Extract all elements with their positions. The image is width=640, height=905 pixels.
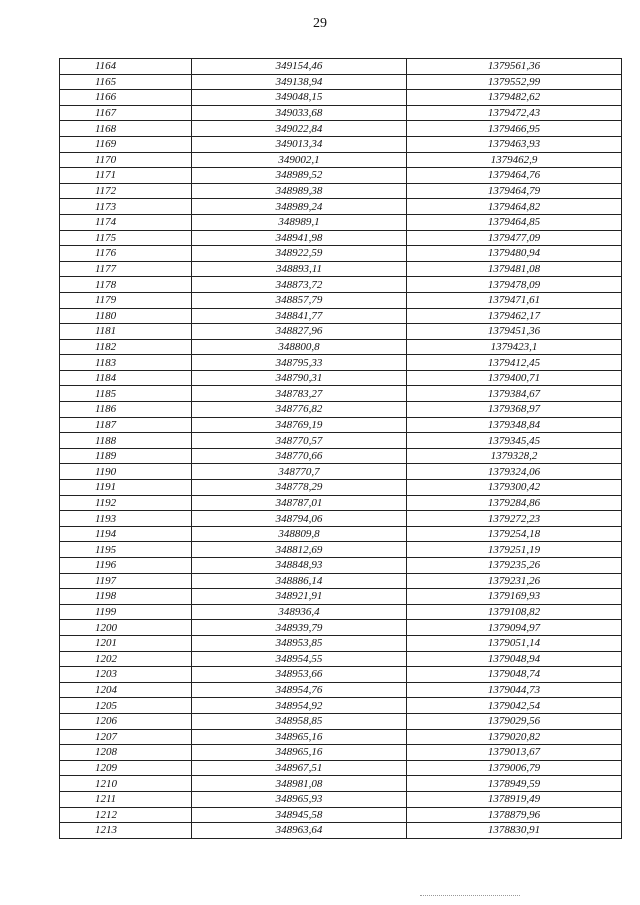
point-number-cell: 1204 bbox=[60, 682, 192, 698]
y-coordinate-cell: 1379466,95 bbox=[407, 121, 622, 137]
x-coordinate-cell: 348848,93 bbox=[192, 558, 407, 574]
y-coordinate-cell: 1379472,43 bbox=[407, 105, 622, 121]
y-coordinate-cell: 1379412,45 bbox=[407, 355, 622, 371]
point-number-cell: 1181 bbox=[60, 324, 192, 340]
y-coordinate-cell: 1379094,97 bbox=[407, 620, 622, 636]
point-number-cell: 1202 bbox=[60, 651, 192, 667]
table-row bbox=[60, 308, 622, 324]
table-row bbox=[60, 495, 622, 511]
table-row bbox=[60, 558, 622, 574]
point-number-cell: 1178 bbox=[60, 277, 192, 293]
y-coordinate-cell: 1379482,62 bbox=[407, 90, 622, 106]
y-coordinate-cell: 1379451,36 bbox=[407, 324, 622, 340]
x-coordinate-cell: 348787,01 bbox=[192, 495, 407, 511]
table-row bbox=[60, 620, 622, 636]
x-coordinate-cell: 349154,46 bbox=[192, 59, 407, 75]
point-number-cell: 1200 bbox=[60, 620, 192, 636]
point-number-cell: 1183 bbox=[60, 355, 192, 371]
table-row bbox=[60, 121, 622, 137]
point-number-cell: 1207 bbox=[60, 729, 192, 745]
table-row bbox=[60, 651, 622, 667]
y-coordinate-cell: 1379471,61 bbox=[407, 292, 622, 308]
x-coordinate-cell: 348989,52 bbox=[192, 168, 407, 184]
y-coordinate-cell: 1379324,06 bbox=[407, 464, 622, 480]
table-row bbox=[60, 448, 622, 464]
table-row bbox=[60, 698, 622, 714]
point-number-cell: 1185 bbox=[60, 386, 192, 402]
y-coordinate-cell: 1379284,86 bbox=[407, 495, 622, 511]
x-coordinate-cell: 349048,15 bbox=[192, 90, 407, 106]
point-number-cell: 1182 bbox=[60, 339, 192, 355]
table-row bbox=[60, 168, 622, 184]
table-row bbox=[60, 370, 622, 386]
y-coordinate-cell: 1379020,82 bbox=[407, 729, 622, 745]
y-coordinate-cell: 1379480,94 bbox=[407, 246, 622, 262]
y-coordinate-cell: 1379006,79 bbox=[407, 760, 622, 776]
x-coordinate-cell: 349002,1 bbox=[192, 152, 407, 168]
point-number-cell: 1168 bbox=[60, 121, 192, 137]
x-coordinate-cell: 349138,94 bbox=[192, 74, 407, 90]
point-number-cell: 1170 bbox=[60, 152, 192, 168]
x-coordinate-cell: 348965,16 bbox=[192, 745, 407, 761]
x-coordinate-cell: 348921,91 bbox=[192, 589, 407, 605]
table-row bbox=[60, 729, 622, 745]
y-coordinate-cell: 1379048,94 bbox=[407, 651, 622, 667]
point-number-cell: 1169 bbox=[60, 136, 192, 152]
table-row bbox=[60, 573, 622, 589]
y-coordinate-cell: 1379051,14 bbox=[407, 635, 622, 651]
table-row bbox=[60, 417, 622, 433]
x-coordinate-cell: 348965,93 bbox=[192, 791, 407, 807]
x-coordinate-cell: 348939,79 bbox=[192, 620, 407, 636]
x-coordinate-cell: 348953,66 bbox=[192, 667, 407, 683]
point-number-cell: 1206 bbox=[60, 713, 192, 729]
point-number-cell: 1174 bbox=[60, 214, 192, 230]
point-number-cell: 1165 bbox=[60, 74, 192, 90]
table-row bbox=[60, 402, 622, 418]
y-coordinate-cell: 1379384,67 bbox=[407, 386, 622, 402]
y-coordinate-cell: 1379169,93 bbox=[407, 589, 622, 605]
point-number-cell: 1213 bbox=[60, 823, 192, 839]
y-coordinate-cell: 1379300,42 bbox=[407, 480, 622, 496]
x-coordinate-cell: 348809,8 bbox=[192, 526, 407, 542]
table-row bbox=[60, 230, 622, 246]
table-row bbox=[60, 339, 622, 355]
y-coordinate-cell: 1379251,19 bbox=[407, 542, 622, 558]
y-coordinate-cell: 1379463,93 bbox=[407, 136, 622, 152]
table-row bbox=[60, 324, 622, 340]
table-row bbox=[60, 604, 622, 620]
y-coordinate-cell: 1379561,36 bbox=[407, 59, 622, 75]
table-row bbox=[60, 90, 622, 106]
point-number-cell: 1211 bbox=[60, 791, 192, 807]
x-coordinate-cell: 348965,16 bbox=[192, 729, 407, 745]
point-number-cell: 1179 bbox=[60, 292, 192, 308]
y-coordinate-cell: 1379477,09 bbox=[407, 230, 622, 246]
point-number-cell: 1203 bbox=[60, 667, 192, 683]
table-row bbox=[60, 511, 622, 527]
x-coordinate-cell: 348776,82 bbox=[192, 402, 407, 418]
point-number-cell: 1184 bbox=[60, 370, 192, 386]
table-row bbox=[60, 59, 622, 75]
y-coordinate-cell: 1379462,17 bbox=[407, 308, 622, 324]
y-coordinate-cell: 1379400,71 bbox=[407, 370, 622, 386]
x-coordinate-cell: 348841,77 bbox=[192, 308, 407, 324]
table-row bbox=[60, 136, 622, 152]
x-coordinate-cell: 348936,4 bbox=[192, 604, 407, 620]
y-coordinate-cell: 1379345,45 bbox=[407, 433, 622, 449]
table-row bbox=[60, 760, 622, 776]
table-row bbox=[60, 355, 622, 371]
x-coordinate-cell: 348989,24 bbox=[192, 199, 407, 215]
point-number-cell: 1195 bbox=[60, 542, 192, 558]
y-coordinate-cell: 1379464,76 bbox=[407, 168, 622, 184]
point-number-cell: 1166 bbox=[60, 90, 192, 106]
x-coordinate-cell: 348953,85 bbox=[192, 635, 407, 651]
table-row bbox=[60, 261, 622, 277]
point-number-cell: 1180 bbox=[60, 308, 192, 324]
x-coordinate-cell: 348770,66 bbox=[192, 448, 407, 464]
point-number-cell: 1173 bbox=[60, 199, 192, 215]
table-row bbox=[60, 542, 622, 558]
x-coordinate-cell: 348989,38 bbox=[192, 183, 407, 199]
y-coordinate-cell: 1379235,26 bbox=[407, 558, 622, 574]
page-number: 29 bbox=[313, 16, 327, 31]
y-coordinate-cell: 1379348,84 bbox=[407, 417, 622, 433]
y-coordinate-cell: 1379042,54 bbox=[407, 698, 622, 714]
table-row bbox=[60, 433, 622, 449]
table-row bbox=[60, 713, 622, 729]
x-coordinate-cell: 348790,31 bbox=[192, 370, 407, 386]
y-coordinate-cell: 1378949,59 bbox=[407, 776, 622, 792]
x-coordinate-cell: 348922,59 bbox=[192, 246, 407, 262]
point-number-cell: 1164 bbox=[60, 59, 192, 75]
x-coordinate-cell: 348954,92 bbox=[192, 698, 407, 714]
y-coordinate-cell: 1379272,23 bbox=[407, 511, 622, 527]
y-coordinate-cell: 1379423,1 bbox=[407, 339, 622, 355]
table-row bbox=[60, 526, 622, 542]
y-coordinate-cell: 1379481,08 bbox=[407, 261, 622, 277]
table-row bbox=[60, 745, 622, 761]
x-coordinate-cell: 348800,8 bbox=[192, 339, 407, 355]
table-row bbox=[60, 823, 622, 839]
table-row bbox=[60, 791, 622, 807]
y-coordinate-cell: 1379108,82 bbox=[407, 604, 622, 620]
point-number-cell: 1192 bbox=[60, 495, 192, 511]
y-coordinate-cell: 1379552,99 bbox=[407, 74, 622, 90]
coordinates-table-body bbox=[60, 59, 622, 839]
x-coordinate-cell: 348857,79 bbox=[192, 292, 407, 308]
table-row bbox=[60, 292, 622, 308]
table-row bbox=[60, 214, 622, 230]
y-coordinate-cell: 1379231,26 bbox=[407, 573, 622, 589]
point-number-cell: 1188 bbox=[60, 433, 192, 449]
y-coordinate-cell: 1379029,56 bbox=[407, 713, 622, 729]
table-row bbox=[60, 589, 622, 605]
x-coordinate-cell: 348958,85 bbox=[192, 713, 407, 729]
point-number-cell: 1210 bbox=[60, 776, 192, 792]
table-row bbox=[60, 682, 622, 698]
point-number-cell: 1177 bbox=[60, 261, 192, 277]
y-coordinate-cell: 1379048,74 bbox=[407, 667, 622, 683]
table-row bbox=[60, 105, 622, 121]
table-row bbox=[60, 74, 622, 90]
table-row bbox=[60, 776, 622, 792]
point-number-cell: 1198 bbox=[60, 589, 192, 605]
point-number-cell: 1209 bbox=[60, 760, 192, 776]
x-coordinate-cell: 348812,69 bbox=[192, 542, 407, 558]
y-coordinate-cell: 1379462,9 bbox=[407, 152, 622, 168]
x-coordinate-cell: 348945,58 bbox=[192, 807, 407, 823]
y-coordinate-cell: 1379464,79 bbox=[407, 183, 622, 199]
point-number-cell: 1196 bbox=[60, 558, 192, 574]
table-row bbox=[60, 199, 622, 215]
point-number-cell: 1212 bbox=[60, 807, 192, 823]
point-number-cell: 1187 bbox=[60, 417, 192, 433]
y-coordinate-cell: 1379464,82 bbox=[407, 199, 622, 215]
x-coordinate-cell: 349022,84 bbox=[192, 121, 407, 137]
x-coordinate-cell: 349033,68 bbox=[192, 105, 407, 121]
x-coordinate-cell: 348941,98 bbox=[192, 230, 407, 246]
point-number-cell: 1191 bbox=[60, 480, 192, 496]
table-row bbox=[60, 246, 622, 262]
x-coordinate-cell: 348795,33 bbox=[192, 355, 407, 371]
point-number-cell: 1186 bbox=[60, 402, 192, 418]
point-number-cell: 1193 bbox=[60, 511, 192, 527]
table-row bbox=[60, 464, 622, 480]
point-number-cell: 1208 bbox=[60, 745, 192, 761]
x-coordinate-cell: 349013,34 bbox=[192, 136, 407, 152]
x-coordinate-cell: 348893,11 bbox=[192, 261, 407, 277]
point-number-cell: 1172 bbox=[60, 183, 192, 199]
y-coordinate-cell: 1379478,09 bbox=[407, 277, 622, 293]
x-coordinate-cell: 348770,7 bbox=[192, 464, 407, 480]
point-number-cell: 1199 bbox=[60, 604, 192, 620]
point-number-cell: 1176 bbox=[60, 246, 192, 262]
x-coordinate-cell: 348989,1 bbox=[192, 214, 407, 230]
y-coordinate-cell: 1379368,97 bbox=[407, 402, 622, 418]
point-number-cell: 1197 bbox=[60, 573, 192, 589]
x-coordinate-cell: 348794,06 bbox=[192, 511, 407, 527]
point-number-cell: 1201 bbox=[60, 635, 192, 651]
x-coordinate-cell: 348886,14 bbox=[192, 573, 407, 589]
point-number-cell: 1190 bbox=[60, 464, 192, 480]
point-number-cell: 1194 bbox=[60, 526, 192, 542]
point-number-cell: 1175 bbox=[60, 230, 192, 246]
y-coordinate-cell: 1379044,73 bbox=[407, 682, 622, 698]
x-coordinate-cell: 348963,64 bbox=[192, 823, 407, 839]
table-row bbox=[60, 480, 622, 496]
table-row bbox=[60, 667, 622, 683]
x-coordinate-cell: 348873,72 bbox=[192, 277, 407, 293]
point-number-cell: 1205 bbox=[60, 698, 192, 714]
y-coordinate-cell: 1378919,49 bbox=[407, 791, 622, 807]
y-coordinate-cell: 1379464,85 bbox=[407, 214, 622, 230]
x-coordinate-cell: 348778,29 bbox=[192, 480, 407, 496]
table-row bbox=[60, 386, 622, 402]
x-coordinate-cell: 348967,51 bbox=[192, 760, 407, 776]
point-number-cell: 1167 bbox=[60, 105, 192, 121]
table-row bbox=[60, 635, 622, 651]
table-row bbox=[60, 183, 622, 199]
y-coordinate-cell: 1379328,2 bbox=[407, 448, 622, 464]
table-row bbox=[60, 277, 622, 293]
x-coordinate-cell: 348954,76 bbox=[192, 682, 407, 698]
y-coordinate-cell: 1378830,91 bbox=[407, 823, 622, 839]
x-coordinate-cell: 348827,96 bbox=[192, 324, 407, 340]
point-number-cell: 1189 bbox=[60, 448, 192, 464]
x-coordinate-cell: 348783,27 bbox=[192, 386, 407, 402]
x-coordinate-cell: 348981,08 bbox=[192, 776, 407, 792]
table-row bbox=[60, 152, 622, 168]
footer-mark bbox=[420, 895, 520, 900]
y-coordinate-cell: 1379013,67 bbox=[407, 745, 622, 761]
x-coordinate-cell: 348954,55 bbox=[192, 651, 407, 667]
point-number-cell: 1171 bbox=[60, 168, 192, 184]
table-row bbox=[60, 807, 622, 823]
x-coordinate-cell: 348769,19 bbox=[192, 417, 407, 433]
y-coordinate-cell: 1378879,96 bbox=[407, 807, 622, 823]
coordinates-table bbox=[59, 58, 622, 839]
x-coordinate-cell: 348770,57 bbox=[192, 433, 407, 449]
y-coordinate-cell: 1379254,18 bbox=[407, 526, 622, 542]
